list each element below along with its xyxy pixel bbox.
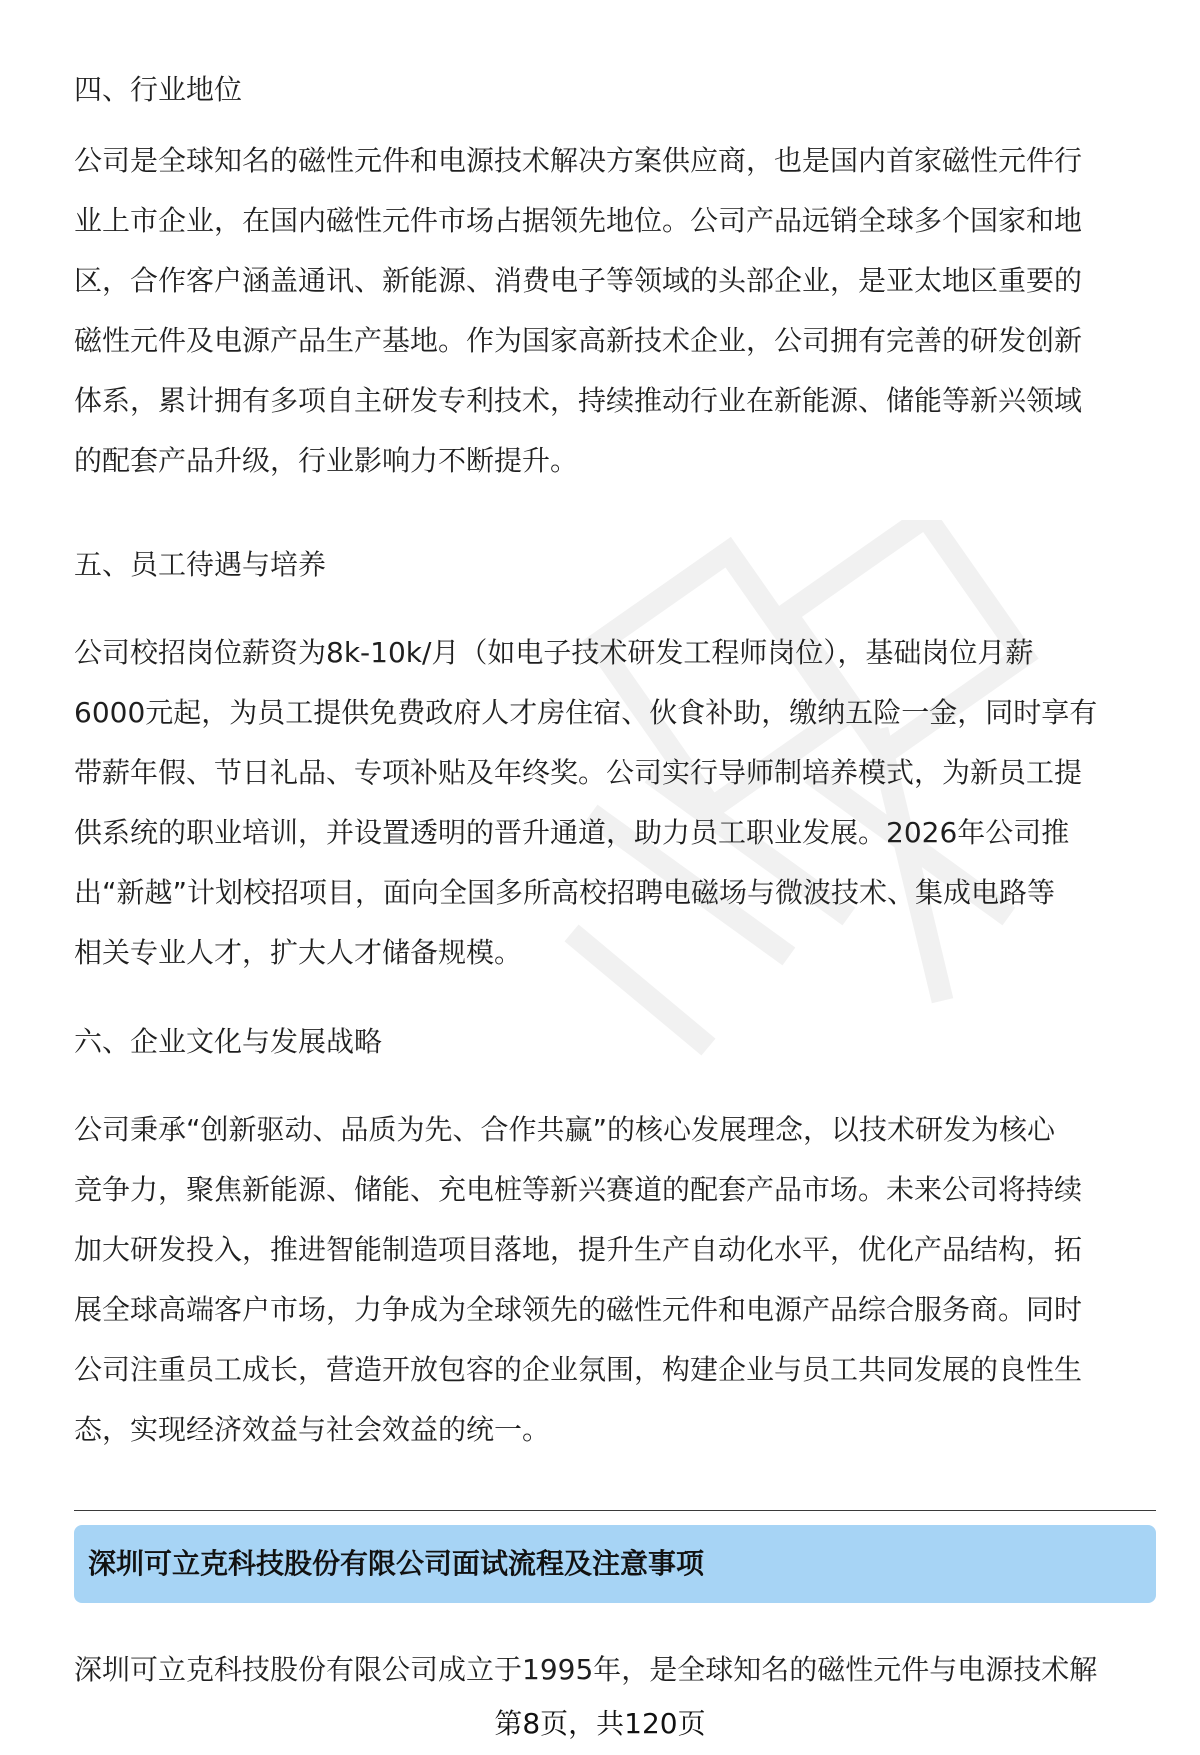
text-line: 公司是全球知名的磁性元件和电源技术解决方案供应商，也是国内首家磁性元件行	[74, 144, 1083, 177]
section-heading-employee-benefits: 五、员工待遇与培养	[74, 548, 327, 581]
section-body-industry-position	[74, 131, 1164, 491]
text-line: 加大研发投入，推进智能制造项目落地，提升生产自动化水平，优化产品结构，拓	[74, 1233, 1083, 1266]
text-line: 带薪年假、节日礼品、专项补贴及年终奖。公司实行导师制培养模式，为新员工提	[74, 756, 1083, 789]
text-line: 公司校招岗位薪资为8k-10k/月（如电子技术研发工程师岗位），基础岗位月薪	[74, 636, 1034, 669]
text-line: 竞争力，聚焦新能源、储能、充电桩等新兴赛道的配套产品市场。未来公司将持续	[74, 1173, 1083, 1206]
text-line: 态，实现经济效益与社会效益的统一。	[74, 1413, 551, 1446]
text-line: 展全球高端客户市场，力争成为全球领先的磁性元件和电源产品综合服务商。同时	[74, 1293, 1083, 1326]
text-line: 公司秉承“创新驱动、品质为先、合作共赢”的核心发展理念，以技术研发为核心	[74, 1113, 1056, 1146]
section-heading-culture-strategy: 六、企业文化与发展战略	[74, 1025, 383, 1058]
text-line: 磁性元件及电源产品生产基地。作为国家高新技术企业，公司拥有完善的研发创新	[74, 324, 1083, 357]
section-divider	[74, 1510, 1156, 1511]
page-number-footer: 第8页，共120页	[494, 1707, 706, 1740]
section-body-culture-strategy	[74, 1100, 1164, 1460]
section-heading-industry-position: 四、行业地位	[74, 73, 243, 106]
text-line: 区，合作客户涵盖通讯、新能源、消费电子等领域的头部企业，是亚太地区重要的	[74, 264, 1083, 297]
text-line: 业上市企业，在国内磁性元件市场占据领先地位。公司产品远销全球多个国家和地	[74, 204, 1083, 237]
banner-title: 深圳可立克科技股份有限公司面试流程及注意事项	[88, 1547, 705, 1580]
text-line: 出“新越”计划校招项目，面向全国多所高校招聘电磁场与微波技术、集成电路等	[74, 876, 1056, 909]
text-line: 体系，累计拥有多项自主研发专利技术，持续推动行业在新能源、储能等新兴领域	[74, 384, 1083, 417]
section-body-employee-benefits	[74, 623, 1164, 983]
text-line: 相关专业人才，扩大人才储备规模。	[74, 936, 523, 969]
text-line: 6000元起，为员工提供免费政府人才房住宿、伙食补助，缴纳五险一金，同时享有	[74, 696, 1098, 729]
intro-paragraph	[74, 1640, 1164, 1700]
text-line: 供系统的职业培训，并设置透明的晋升通道，助力员工职业发展。2026年公司推	[74, 816, 1070, 849]
text-line: 深圳可立克科技股份有限公司成立于1995年，是全球知名的磁性元件与电源技术解	[74, 1653, 1098, 1686]
text-line: 的配套产品升级，行业影响力不断提升。	[74, 444, 579, 477]
text-line: 公司注重员工成长，营造开放包容的企业氛围，构建企业与员工共同发展的良性生	[74, 1353, 1083, 1386]
interview-section-banner	[74, 1525, 1156, 1603]
